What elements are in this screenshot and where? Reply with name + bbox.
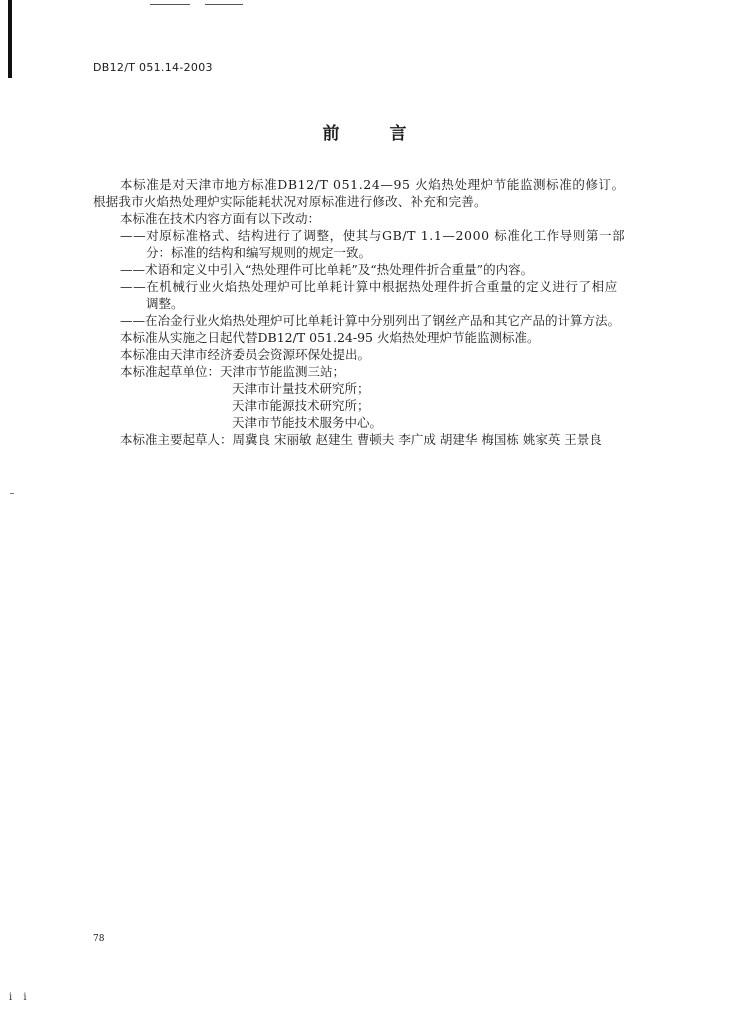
standard-code: DB12/T 051.14-2003 [93, 61, 213, 74]
scan-edge-bar [8, 0, 12, 78]
page-title: 前 言 [322, 124, 429, 144]
list-item: ——术语和定义中引入“热处理件可比单耗”及“热处理件折合重量”的内容。 [120, 262, 534, 277]
scan-top-line [205, 4, 243, 5]
scan-top-line [150, 4, 190, 5]
margin-tick [10, 493, 14, 494]
paragraph-line: 根据我市火焰热处理炉实际能耗状况对原标准进行修改、补充和完善。 [93, 194, 487, 209]
drafting-unit-line: 本标准起草单位：天津市节能监测三站； [120, 364, 346, 379]
drafting-unit-line: 天津市节能技术服务中心。 [232, 415, 383, 430]
list-item: ——在机械行业火焰热处理炉可比单耗计算中根据热处理件折合重量的定义进行了相应 [120, 279, 618, 294]
paragraph-line: 本标准由天津市经济委员会资源环保处提出。 [120, 347, 371, 362]
page-number: 78 [93, 934, 105, 944]
drafters-line: 本标准主要起草人：周冀良 宋丽敏 赵建生 曹顿夫 李广成 胡建华 梅国栋 姚家英 王景良 [120, 432, 602, 447]
list-item-continuation: 调整。 [146, 296, 184, 311]
drafting-unit-line: 天津市计量技术研究所； [232, 381, 370, 396]
drafting-unit-line: 天津市能源技术研究所； [232, 398, 370, 413]
list-item: ——在冶金行业火焰热处理炉可比单耗计算中分别列出了钢丝产品和其它产品的计算方法。 [120, 313, 621, 328]
scan-marks: i i [9, 992, 31, 1003]
paragraph-line: 本标准是对天津市地方标准DB12/T 051.24—95 火焰热处理炉节能监测标准的修订。 [120, 177, 625, 192]
list-item-continuation: 分：标准的结构和编写规则的规定一致。 [146, 245, 372, 260]
paragraph-line: 本标准在技术内容方面有以下改动： [120, 211, 321, 226]
list-item: ——对原标准格式、结构进行了调整，使其与GB/T 1.1—2000 标准化工作导则第一部 [120, 228, 626, 243]
paragraph-line: 本标准从实施之日起代替DB12/T 051.24-95 火焰热处理炉节能监测标准。 [120, 330, 540, 345]
